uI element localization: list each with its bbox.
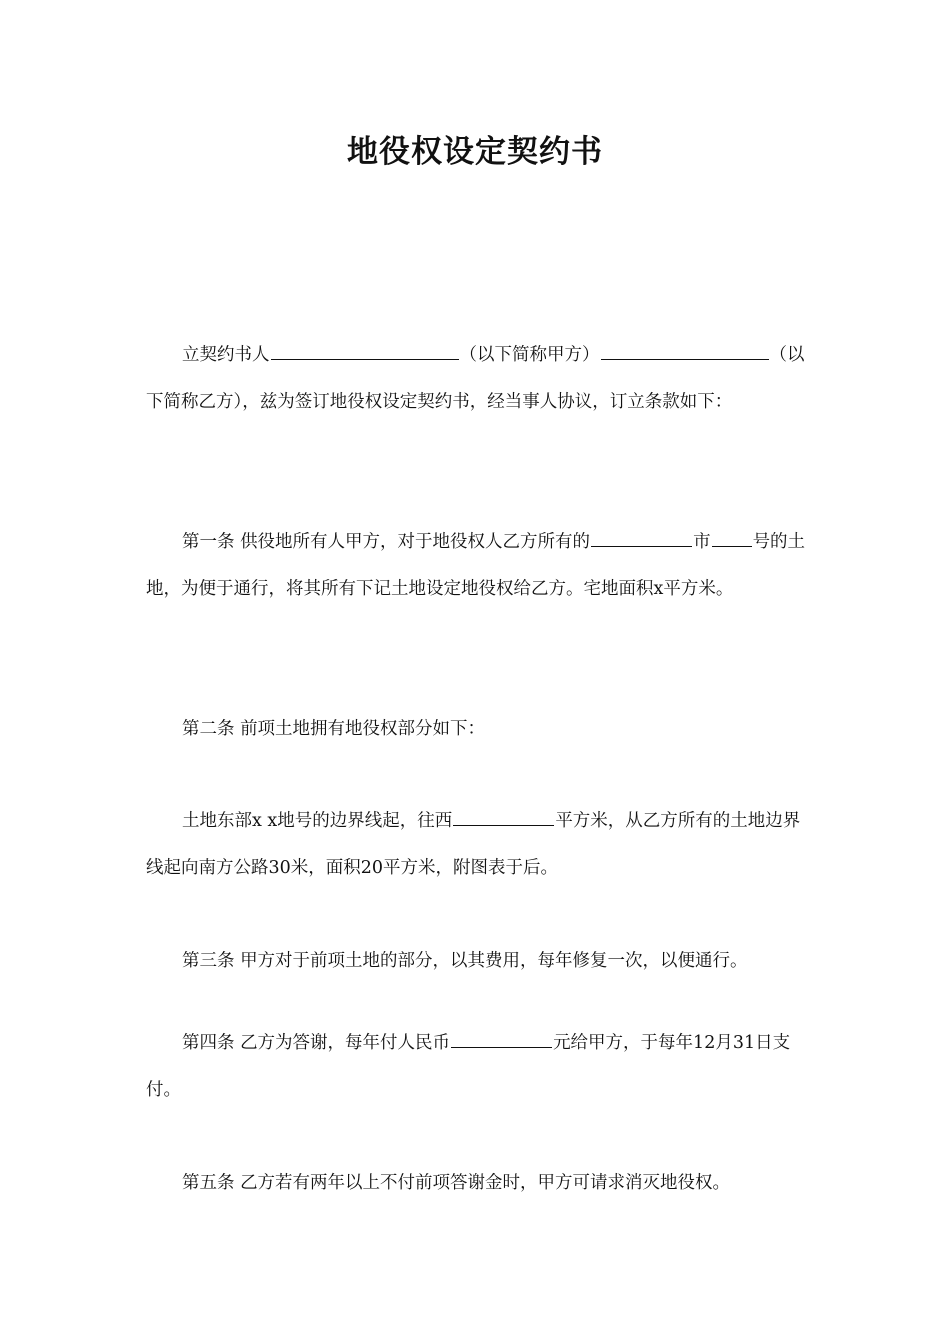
article-2-text: 第二条 前项土地拥有地役权部分如下： (182, 719, 486, 739)
article-1-text-2: 市 (693, 532, 711, 552)
intro-text-1: 立契约书人 (182, 345, 270, 365)
article-4-text-2: 元给甲方，于每年12月31日支付。 (146, 1033, 791, 1100)
document-title: 地役权设定契约书 (347, 134, 603, 170)
land-paragraph (146, 798, 806, 892)
article-1-text-3: 号的土地，为便于通行，将其所有下记土地设定地役权给乙方。宅地面积x平方米。 (146, 532, 806, 599)
intro-text-3: （以下简称乙方），兹为签订地役权设定契约书，经当事人协议，订立条款如下： (146, 345, 805, 412)
land-text-2: 平方米，从乙方所有的土地边界线起向南方公路30米，面积20平方米，附图表于后。 (146, 811, 801, 878)
city-blank (591, 528, 692, 547)
article-5-paragraph (146, 1160, 806, 1207)
article-5-text: 第五条 乙方若有两年以上不付前项答谢金时，甲方可请求消灭地役权。 (182, 1173, 731, 1193)
amount-blank (451, 1029, 552, 1048)
number-blank (712, 528, 752, 547)
party-a-blank (271, 341, 459, 360)
article-4-paragraph (146, 1020, 806, 1114)
area-blank (453, 807, 554, 826)
intro-paragraph (146, 332, 806, 426)
article-3-text: 第三条 甲方对于前项土地的部分，以其费用，每年修复一次，以便通行。 (182, 951, 748, 971)
intro-text-2: （以下简称甲方） (459, 345, 600, 365)
article-1-text-1: 第一条 供役地所有人甲方，对于地役权人乙方所有的 (182, 532, 591, 552)
party-b-blank (601, 341, 769, 360)
article-3-paragraph (146, 938, 806, 985)
article-4-text-1: 第四条 乙方为答谢，每年付人民币 (182, 1033, 451, 1053)
article-1-paragraph (146, 519, 806, 613)
article-2-paragraph (146, 706, 806, 753)
land-text-1: 土地东部x x地号的边界线起，往西 (182, 811, 453, 831)
